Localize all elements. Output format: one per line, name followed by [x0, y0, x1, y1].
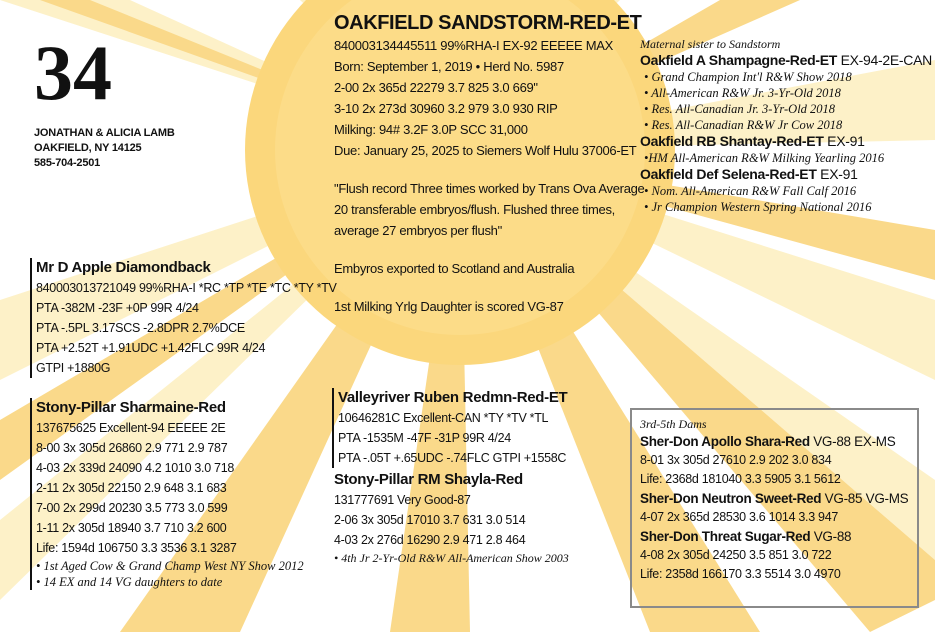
detail-line: 3-10 2x 273d 30960 3.2 979 3.0 930 RIP: [334, 101, 558, 116]
main-animal-details: [334, 35, 641, 161]
detail-line: Due: January 25, 2025 to Siemers Wolf Hulu 37006-ET: [334, 143, 637, 158]
dam-line: 4-03 2x 339d 24090 4.2 1010 3.0 718: [36, 461, 235, 475]
sister-note: • Grand Champion Int'l R&W Show 2018: [644, 70, 852, 84]
sire-block: [30, 258, 337, 378]
dam-line: 137675625 Excellent-94 EEEEE 2E: [36, 421, 226, 435]
sire-line: GTPI +1880G: [36, 361, 111, 375]
dam-line: 2-11 2x 305d 22150 2.9 648 3.1 683: [36, 481, 227, 495]
consignor-address: OAKFIELD, NY 14125: [34, 142, 142, 154]
sister-item: [640, 133, 930, 166]
granddam-line: 2-06 3x 305d 17010 3.7 631 3.0 514: [334, 513, 526, 527]
dam-entry-line: Life: 2358d 166170 3.3 5514 3.0 4970: [640, 567, 841, 581]
mgs-line: 10646281C Excellent-CAN *TY *TV *TL: [338, 411, 549, 425]
consignor-phone: 585-704-2501: [34, 157, 101, 169]
detail-line: Born: September 1, 2019 • Herd No. 5987: [334, 59, 564, 74]
sister-score: EX-91: [823, 133, 865, 149]
sire-line: 840003013721049 99%RHA-I *RC *TP *TE *TC *TY *TV: [36, 281, 337, 295]
sire-line: PTA -.5PL 3.17SCS -2.8DPR 2.7%DCE: [36, 321, 245, 335]
dam-entry-name: Sher-Don Neutron Sweet-Red: [640, 491, 822, 506]
dam-entry-name: Sher-Don Apollo Shara-Red: [640, 434, 810, 449]
export-note: Embyros exported to Scotland and Australia: [334, 261, 575, 276]
lot-number: 34: [34, 29, 112, 116]
granddam-line: 131777691 Very Good-87: [334, 493, 471, 507]
sister-note: • Res. All-Canadian Jr. 3-Yr-Old 2018: [644, 102, 836, 116]
quote-line: 20 transferable embryos/flush. Flushed three times,: [334, 202, 615, 217]
dam-entry-line: 8-01 3x 305d 27610 2.9 202 3.0 834: [640, 453, 832, 467]
dam-entry-score: VG-85 VG-MS: [821, 491, 909, 506]
main-animal-name: OAKFIELD SANDSTORM-RED-ET: [334, 12, 642, 34]
lower-dams-box: [630, 408, 919, 608]
sire-name: Mr D Apple Diamondback: [36, 259, 211, 276]
mgs-line: PTA -1535M -47F -31P 99R 4/24: [338, 431, 511, 445]
sister-note: • All-American R&W Jr. 3-Yr-Old 2018: [644, 86, 841, 100]
mgs-name: Valleyriver Ruben Redmn-Red-ET: [338, 389, 568, 406]
sister-note: • Jr Champion Western Spring National 2016: [644, 200, 872, 214]
dam-note: • 14 EX and 14 VG daughters to date: [36, 575, 223, 589]
dam-line: 7-00 2x 299d 20230 3.5 773 3.0 599: [36, 501, 228, 515]
quote-line: "Flush record Three times worked by Trans Ova Average: [334, 181, 645, 196]
dams-heading: 3rd-5th Dams: [640, 417, 707, 431]
main-animal-block: [334, 12, 641, 161]
dam-entry: [640, 489, 917, 527]
maternal-sisters-block: [640, 37, 930, 215]
dam-entry-name: Sher-Don Threat Sugar-Red: [640, 529, 811, 544]
dam-entry: [640, 432, 917, 489]
granddam-block: [334, 470, 569, 566]
sister-name: Oakfield Def Selena-Red-ET: [640, 166, 817, 182]
flush-quote: [334, 178, 645, 241]
sister-note: • Nom. All-American R&W Fall Calf 2016: [644, 184, 857, 198]
dam-line: 1-11 2x 305d 18940 3.7 710 3.2 600: [36, 521, 227, 535]
sister-item: [640, 52, 930, 133]
granddam-name: Stony-Pillar RM Shayla-Red: [334, 471, 523, 488]
dam-entry-score: VG-88: [810, 529, 852, 544]
dam-name: Stony-Pillar Sharmaine-Red: [36, 399, 226, 416]
dam-entry-line: 4-07 2x 365d 28530 3.6 1014 3.3 947: [640, 510, 839, 524]
sister-name: Oakfield A Shampagne-Red-ET: [640, 52, 838, 68]
sister-item: [640, 166, 930, 215]
consignor-block: [34, 126, 175, 171]
dam-entry-score: VG-88 EX-MS: [809, 434, 896, 449]
detail-line: 840003134445511 99%RHA-I EX-92 EEEEE MAX: [334, 38, 613, 53]
quote-line: average 27 embryos per flush": [334, 223, 502, 238]
dam-entry-line: Life: 2368d 181040 3.3 5905 3.1 5612: [640, 472, 841, 486]
dam-entry-line: 4-08 2x 305d 24250 3.5 851 3.0 722: [640, 548, 832, 562]
mgs-block: [332, 388, 567, 468]
sisters-heading: Maternal sister to Sandstorm: [640, 37, 781, 51]
granddam-line: 4-03 2x 276d 16290 2.9 471 2.8 464: [334, 533, 526, 547]
dam-line: 8-00 3x 305d 26860 2.9 771 2.9 787: [36, 441, 228, 455]
sister-note: • Res. All-Canadian R&W Jr Cow 2018: [644, 118, 843, 132]
dam-note: • 1st Aged Cow & Grand Champ West NY Show 2012: [36, 559, 304, 573]
dam-line: Life: 1594d 106750 3.3 3536 3.1 3287: [36, 541, 237, 555]
daughter-note: 1st Milking Yrlg Daughter is scored VG-87: [334, 299, 564, 314]
sire-line: PTA -382M -23F +0P 99R 4/24: [36, 301, 199, 315]
mgs-line: PTA -.05T +.65UDC -.74FLC GTPI +1558C: [338, 451, 567, 465]
sister-note: •HM All-American R&W Milking Yearling 2016: [644, 151, 885, 165]
consignor-name: JONATHAN & ALICIA LAMB: [34, 127, 175, 139]
dam-block: [30, 398, 304, 590]
sister-score: EX-91: [816, 166, 858, 182]
detail-line: 2-00 2x 365d 22279 3.7 825 3.0 669": [334, 80, 538, 95]
sister-name: Oakfield RB Shantay-Red-ET: [640, 133, 824, 149]
dam-entry: [640, 527, 917, 584]
sire-line: PTA +2.52T +1.91UDC +1.42FLC 99R 4/24: [36, 341, 266, 355]
detail-line: Milking: 94# 3.2F 3.0P SCC 31,000: [334, 122, 528, 137]
sister-score: EX-94-2E-CAN: [837, 52, 932, 68]
granddam-note: • 4th Jr 2-Yr-Old R&W All-American Show 2003: [334, 551, 569, 565]
